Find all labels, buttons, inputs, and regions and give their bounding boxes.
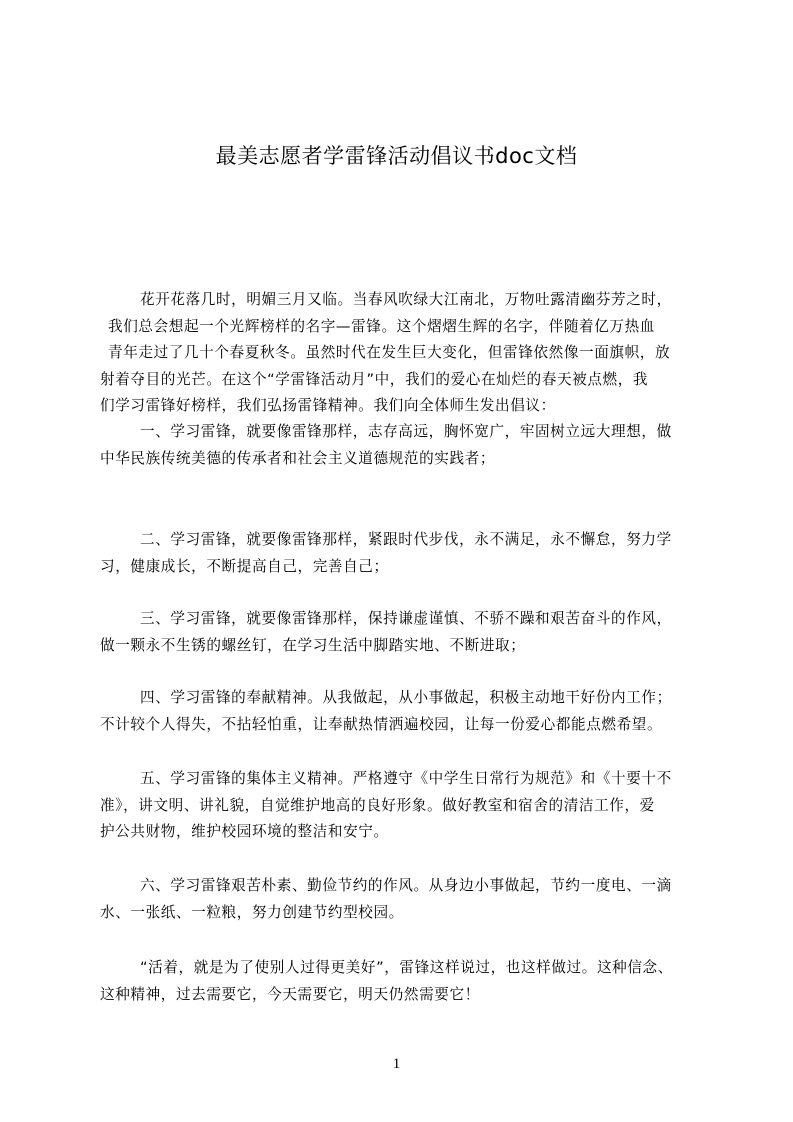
paragraph-line: 护公共财物，维护校园环境的整洁和安宁。 <box>100 823 389 840</box>
page-number: 1 <box>392 1056 401 1072</box>
proposal-item-3 <box>100 606 702 659</box>
paragraph-line: 三、学习雷锋，就要像雷锋那样，保持谦虚谨慎、不骄不躁和艰苦奋斗的作风， <box>140 610 672 627</box>
paragraph-line: 中华民族传统美德的传承者和社会主义道德规范的实践者； <box>100 449 496 467</box>
paragraph-line: 六、学习雷锋艰苦朴素、勤俭节约的作风。从身边小事做起，节约一度电、一滴 <box>140 877 672 894</box>
proposal-item-5 <box>100 766 702 846</box>
proposal-item-2 <box>100 527 702 580</box>
paragraph-line: 花开花落几时，明媚三月又临。当春风吹绿大江南北，万物吐露清幽芬芳之时， <box>140 291 672 308</box>
paragraph-line: 不计较个人得失，不拈轻怕重，让奉献热情洒遍校园，让每一份爱心都能点燃希望。 <box>100 715 663 733</box>
paragraph-line: 准》，讲文明、讲礼貌，自觉维护地高的良好形象。做好教室和宿舍的清洁工作，爱 <box>100 796 655 814</box>
document-title: 最美志愿者学雷锋活动倡议书doc文档 <box>215 144 578 168</box>
intro-paragraph <box>100 287 702 420</box>
paragraph-line: 做一颗永不生锈的螺丝钉，在学习生活中脚踏实地、不断进取； <box>100 636 526 654</box>
paragraph-line: 五、学习雷锋的集体主义精神。严格遵守《中学生日常行为规范》和《十要十不 <box>140 770 672 787</box>
proposal-item-6 <box>100 873 702 926</box>
paragraph-line: 习，健康成长，不断提高自己，完善自己； <box>100 557 389 575</box>
proposal-item-4 <box>100 685 702 738</box>
paragraph-line: 青年走过了几十个春夏秋冬。虽然时代在发生巨大变化，但雷锋依然像一面旗帜，放 <box>108 344 671 361</box>
paragraph-line: 水、一张纸、一粒粮，努力创建节约型校园。 <box>100 903 404 921</box>
paragraph-line: 我们总会想起一个光辉榜样的名字—雷锋。这个熠熠生辉的名字，伴随着亿万热血 <box>108 317 655 335</box>
paragraph-line: 四、学习雷锋的奉献精神。从我做起，从小事做起，积极主动地干好份内工作； <box>140 689 672 706</box>
paragraph-line: 这种精神，过去需要它，今天需要它，明天仍然需要它！ <box>100 985 480 1003</box>
closing-paragraph <box>100 955 702 1008</box>
paragraph-line: 二、学习雷锋，就要像雷锋那样，紧跟时代步伐，永不满足，永不懈怠，努力学 <box>140 531 672 548</box>
paragraph-line: 们学习雷锋好榜样，我们弘扬雷锋精神。我们向全体师生发出倡议： <box>100 397 556 414</box>
paragraph-line: 射着夺目的光芒。在这个“学雷锋活动月”中，我们的爱心在灿烂的春天被点燃，我 <box>100 370 649 388</box>
proposal-item-1 <box>100 419 702 472</box>
paragraph-line: “活着，就是为了使别人过得更美好”，雷锋这样说过，也这样做过。这种信念、 <box>140 959 673 976</box>
paragraph-line: 一、学习雷锋，就要像雷锋那样，志存高远，胸怀宽广，牢固树立远大理想，做 <box>140 423 672 440</box>
